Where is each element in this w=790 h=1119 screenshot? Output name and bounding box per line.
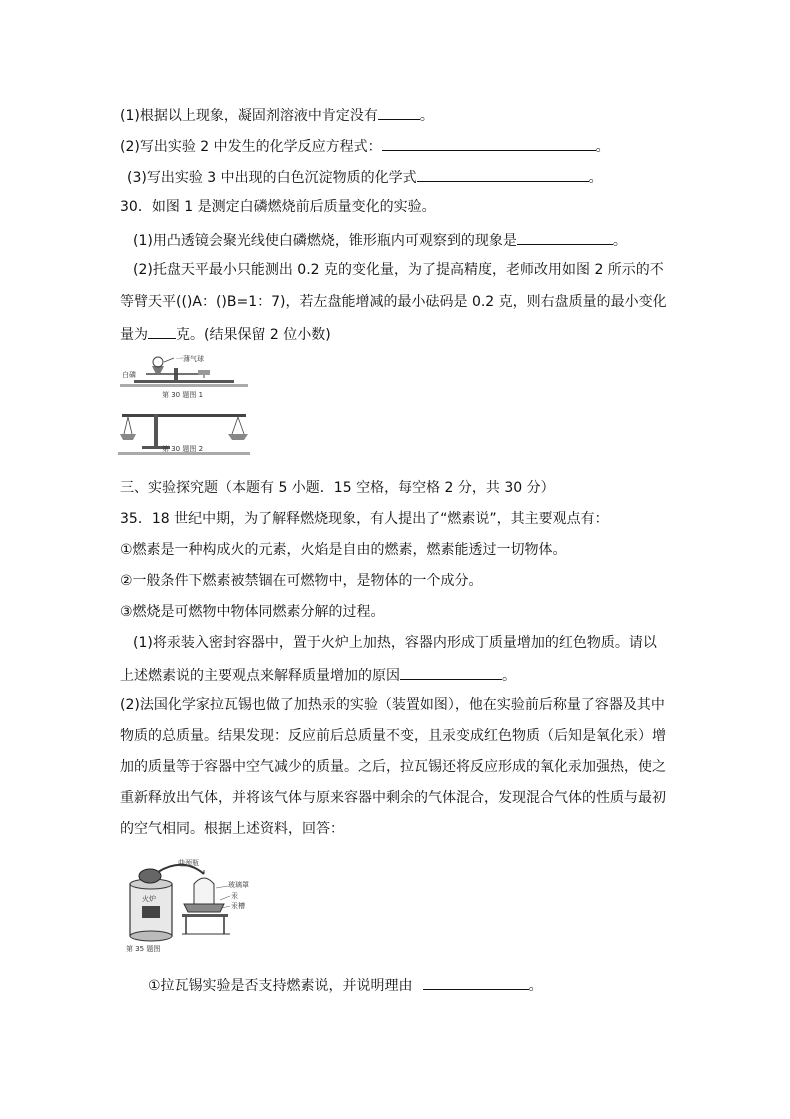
q35-fig-label-retort: 曲颈瓶 <box>178 859 199 867</box>
q30-part2-blank[interactable] <box>148 323 176 339</box>
q30-fig2-caption: 第 30 题图 2 <box>162 445 204 453</box>
q30-intro: 30．如图 1 是测定白磷燃烧前后质量变化的实验。 <box>120 199 436 215</box>
q35-sub1-blank[interactable] <box>423 974 529 990</box>
q35-part2-line1: (2)法国化学家拉瓦锡也做了加热汞的实验（装置如图），他在实验前后称量了容器及其中 <box>120 697 665 713</box>
q35-part2-line4: 重新释放出气体，并将该气体与原来容器中剩余的气体混合，发现混合气体的性质与最初 <box>120 790 666 806</box>
q30-part2-end: 克。(结果保留 2 位小数) <box>176 327 331 343</box>
section3-heading: 三、实验探究题（本题有 5 小题．15 空格，每空格 2 分，共 30 分） <box>120 480 555 496</box>
q35-part2-line2: 物质的总质量。结果发现：反应前后总质量不变，且汞变成红色物质（后知是氧化汞）增 <box>120 728 666 744</box>
q29-part2-end: 。 <box>595 139 610 155</box>
q30-figure <box>116 352 252 456</box>
q35-part1-blank[interactable] <box>400 664 502 680</box>
q30-part2-line1: (2)托盘天平最小只能测出 0.2 克的变化量，为了提高精度，老师改用如图 2 所示的不 <box>133 262 664 278</box>
q35-part1-end: 。 <box>502 668 516 684</box>
q30-part1-text: (1)用凸透镜会聚光线使白磷燃烧，锥形瓶内可观察到的现象是 <box>133 233 517 249</box>
q29-part2 <box>120 135 610 157</box>
q35-figure <box>124 860 256 956</box>
q29-part3 <box>127 166 603 188</box>
q35-sub1-end: 。 <box>528 978 543 994</box>
q35-point3: ③燃烧是可燃物中物体同燃素分解的过程。 <box>120 604 385 620</box>
q29-part1 <box>120 104 434 126</box>
q35-fig-label-bell-jar: 玻璃罩 <box>228 881 249 889</box>
q29-part3-end: 。 <box>588 170 603 186</box>
q35-part1-text: 上述燃素说的主要观点来解释质量增加的原因 <box>120 668 400 684</box>
q30-part1 <box>133 229 627 251</box>
q30-part2-text: 量为 <box>120 327 148 343</box>
q35-point1: ①燃素是一种构成火的元素，火焰是自由的燃素，燃素能透过一切物体。 <box>120 542 567 558</box>
q29-part2-blank[interactable] <box>382 135 596 151</box>
q35-fig-label-furnace: 火炉 <box>142 895 156 903</box>
q35-part1-line1: (1)将汞装入密封容器中，置于火炉上加热，容器内形成丁质量增加的红色物质。请以 <box>133 635 657 651</box>
q35-part2-line3: 加的质量等于容器中空气减少的质量。之后，拉瓦锡还将反应形成的氧化汞加强热，使之 <box>120 759 666 775</box>
q29-part3-text: (3)写出实验 3 中出现的白色沉淀物质的化学式 <box>127 170 417 186</box>
q30-fig1-label-balloon: 一薄气球 <box>176 355 204 363</box>
q30-figure-drawing <box>116 352 252 456</box>
q30-fig1-caption: 第 30 题图 1 <box>162 391 204 399</box>
q29-part2-text: (2)写出实验 2 中发生的化学反应方程式： <box>120 139 382 155</box>
q29-part1-text: (1)根据以上现象，凝固剂溶液中肯定没有 <box>120 108 378 124</box>
q30-fig1-label-phosphorus: 白磷 <box>122 371 136 379</box>
q35-point2: ②一般条件下燃素被禁锢在可燃物中，是物体的一个成分。 <box>120 573 483 589</box>
q29-part1-blank[interactable] <box>378 104 420 120</box>
q35-fig-label-mercury: 汞 <box>231 892 238 900</box>
q35-sub1 <box>148 974 543 996</box>
q35-fig-label-trough: 汞槽 <box>231 902 245 910</box>
q29-part3-blank[interactable] <box>417 166 589 182</box>
q35-part2-line5: 的空气相同。根据上述资料，回答： <box>120 821 344 837</box>
q30-part2-line2: 等臂天平(()A：()B=1：7)，若左盘能增减的最小砝码是 0.2 克，则右盘质量的最小变化 <box>120 294 667 310</box>
q35-sub1-text: ①拉瓦锡实验是否支持燃素说，并说明理由 <box>148 978 413 994</box>
q30-part1-end: 。 <box>612 233 627 249</box>
q35-intro: 35．18 世纪中期，为了解释燃烧现象，有人提出了“燃素说”，其主要观点有： <box>120 511 609 527</box>
q35-part1-line2 <box>120 664 516 686</box>
q29-part1-end: 。 <box>419 108 434 124</box>
q30-part2-line3 <box>120 323 331 345</box>
q30-part1-blank[interactable] <box>517 229 613 245</box>
q35-fig-caption: 第 35 题图 <box>126 945 161 953</box>
